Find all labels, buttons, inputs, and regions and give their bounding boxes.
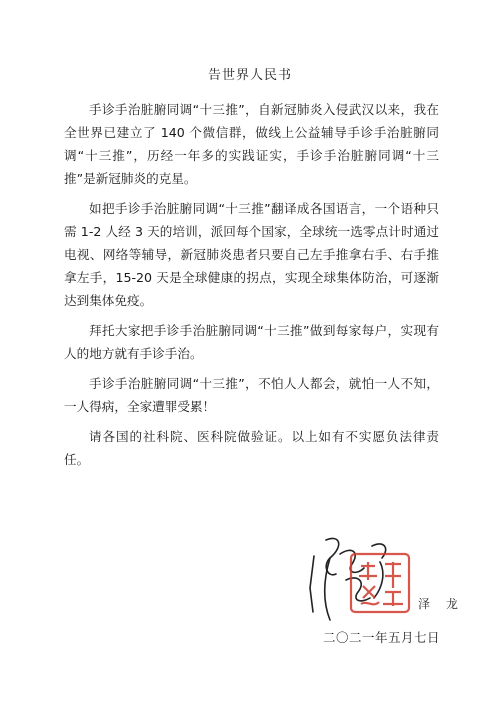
document-date: 二〇二一年五月七日 [323, 630, 441, 645]
paragraph-4: 手诊手治脏腑同调“十三推”，不怕人人都会，就怕一人不知，一人得病，全家遭罪受累！ [64, 376, 439, 414]
paragraph-2: 如把手诊手治脏腑同调“十三推”翻译成各国语言，一个语种只需 1-2 人经 3 天的培训，派回每个国家，全球统一选零点计时通过电视、网络等辅导，新冠肺炎患者只要自己左手推拿右手、右手推拿左手，15-20 天是全球健康的拐点，实现全球集体防治，可逐渐达到集体免疫。 [64, 201, 439, 308]
paragraph-3: 拜托大家把手诊手治脏腑同调“十三推”做到每家每户，实现有人的地方就有手诊手治。 [64, 323, 439, 361]
red-seal-stamp [345, 548, 415, 618]
paragraph-5: 请各国的社科院、医科院做验证。以上如有不实愿负法律责任。 [64, 429, 439, 467]
signer-name: 泽 龙 [418, 597, 464, 611]
document-body [64, 98, 439, 471]
paragraph-1: 手诊手治脏腑同调“十三推”，自新冠肺炎入侵武汉以来，我在全世界已建立了 140 个微信群，做线上公益辅导手诊手治脏腑同调“十三推”，历经一年多的实践证实，手诊手治脏腑同调“十三推”是新冠肺炎的克星。 [64, 102, 439, 186]
document-title: 告世界人民书 [207, 68, 292, 83]
